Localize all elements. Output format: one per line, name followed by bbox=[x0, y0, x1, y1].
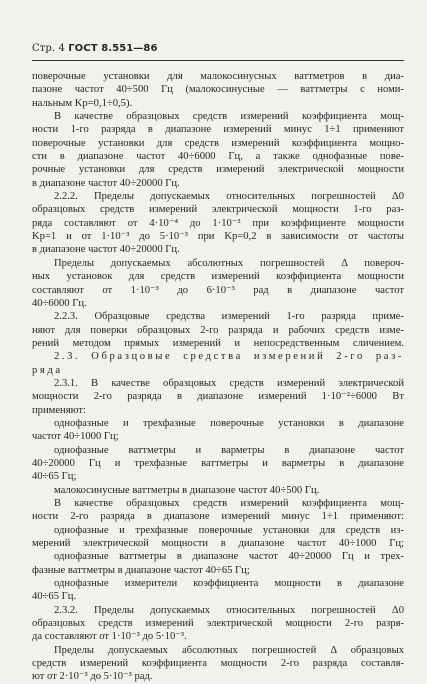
text-line: ют от 2·10⁻³ до 5·10⁻³ рад. bbox=[32, 671, 153, 683]
text-line: 2.3. Образцовые средства измерений 2-го раз- bbox=[54, 351, 404, 363]
text-line: 2.2.2. Пределы допускаемых относительных погрешностей Δ0 bbox=[54, 191, 404, 203]
text-line: образцовых средств измерений электрической мощности 1-го раз- bbox=[32, 204, 404, 216]
text-line: Пределы допускаемых абсолютных погрешностей Δ повероч- bbox=[54, 257, 404, 269]
text-line: ности 1-го разряда в диапазоне измерений минус 1÷1 применяют bbox=[32, 124, 404, 136]
text-line: ных установок для средств измерений коэффициента мощности bbox=[32, 271, 404, 283]
text-line: частот 40÷1000 Гц; bbox=[32, 431, 119, 443]
text-line: ряда bbox=[32, 364, 63, 376]
text-line: В качестве образцовых средств измерений коэффициента мощ- bbox=[54, 111, 404, 123]
text-line: однофазные измерители коэффициента мощности в диапазоне bbox=[54, 578, 404, 590]
header-divider bbox=[32, 60, 404, 61]
text-line: рений методом прямых измерений и непосредственным сличением. bbox=[32, 337, 404, 349]
text-line: средств измерений коэффициента мощности 2-го разряда составля- bbox=[32, 658, 404, 670]
document-body bbox=[32, 70, 404, 684]
text-line: ности 2-го разряда в диапазоне измерений минус 1÷1 применяют: bbox=[32, 511, 404, 523]
text-line: поверочные установки для средств измерений коэффициента мощно- bbox=[32, 137, 404, 149]
text-line: мощности 2-го разряда в диапазоне измерений 1·10⁻²÷6000 Вт bbox=[32, 391, 404, 403]
text-line: мерений электрической мощности в диапазоне частот 40÷1000 Гц; bbox=[32, 538, 404, 550]
page-number: Стр. 4 bbox=[32, 43, 65, 54]
text-line: нальным Kр=0,1÷0,5). bbox=[32, 97, 133, 109]
text-line: Kр=1 и от 1·10⁻³ до 5·10⁻³ при Kр=0,2 в зависимости от частоты bbox=[32, 231, 404, 243]
text-line: Пределы допускаемых абсолютных погрешностей Δ образцовых bbox=[54, 644, 404, 656]
text-line: применяют: bbox=[32, 404, 86, 416]
text-line: однофазные ваттметры в диапазоне частот 40÷20000 Гц и трех- bbox=[54, 551, 404, 563]
text-line: 2.3.2. Пределы допускаемых относительных погрешностей Δ0 bbox=[54, 604, 404, 616]
text-line: да составляют от 1·10⁻³ до 5·10⁻³. bbox=[32, 631, 187, 643]
text-line: 2.3.1. В качестве образцовых средств измерений электрической bbox=[54, 377, 404, 389]
standard-number: ГОСТ 8.551—86 bbox=[68, 43, 158, 54]
text-line: 40÷20000 Гц и трехфазные ваттметры и варметры в диапазоне bbox=[32, 457, 404, 469]
page-header bbox=[32, 43, 158, 55]
text-line: рочные установки для средств измерений электрической мощности bbox=[32, 164, 404, 176]
text-line: 2.2.3. Образцовые средства измерений 1-го разряда приме- bbox=[54, 311, 404, 323]
text-line: в диапазоне частот 40÷20000 Гц. bbox=[32, 177, 180, 189]
text-line: 40÷65 Гц. bbox=[32, 591, 77, 603]
text-line: однофазные и трехфазные поверочные установки для средств из- bbox=[54, 524, 404, 536]
text-line: в диапазоне частот 40÷20000 Гц. bbox=[32, 244, 180, 256]
text-line: няют для поверки образцовых 2-го разряда и рабочих средств изме- bbox=[32, 324, 404, 336]
text-line: малокосинусные ваттметры в диапазоне частот 40÷500 Гц. bbox=[54, 484, 320, 496]
text-line: сти в диапазоне частот 40÷6000 Гц, а также однофазные пове- bbox=[32, 151, 404, 163]
text-line: однофазные ваттметры и варметры в диапазоне частот bbox=[54, 444, 404, 456]
text-line: составляют от 1·10⁻³ до 6·10⁻³ рад в диапазоне частот bbox=[32, 284, 404, 296]
text-line: 40÷6000 Гц. bbox=[32, 297, 87, 309]
text-line: В качестве образцовых средств измерений коэффициента мощ- bbox=[54, 498, 404, 509]
text-line: пазоне частот 40÷500 Гц (малокосинусные — ваттметры с номи- bbox=[32, 84, 404, 96]
text-line: 40÷65 Гц; bbox=[32, 471, 77, 483]
text-line: однофазные и трехфазные поверочные установки в диапазоне bbox=[54, 417, 404, 429]
text-line: образцовых средств измерений электрической мощности 2-го разря- bbox=[32, 618, 404, 630]
text-line: фазные ваттметры в диапазоне частот 40÷65 Гц; bbox=[32, 564, 250, 576]
text-line: поверочные установки для малокосинусных ваттметров в диа- bbox=[32, 71, 404, 82]
text-line: ряда составляют от 4·10⁻⁴ до 1·10⁻³ при коэффициенте мощности bbox=[32, 217, 404, 229]
